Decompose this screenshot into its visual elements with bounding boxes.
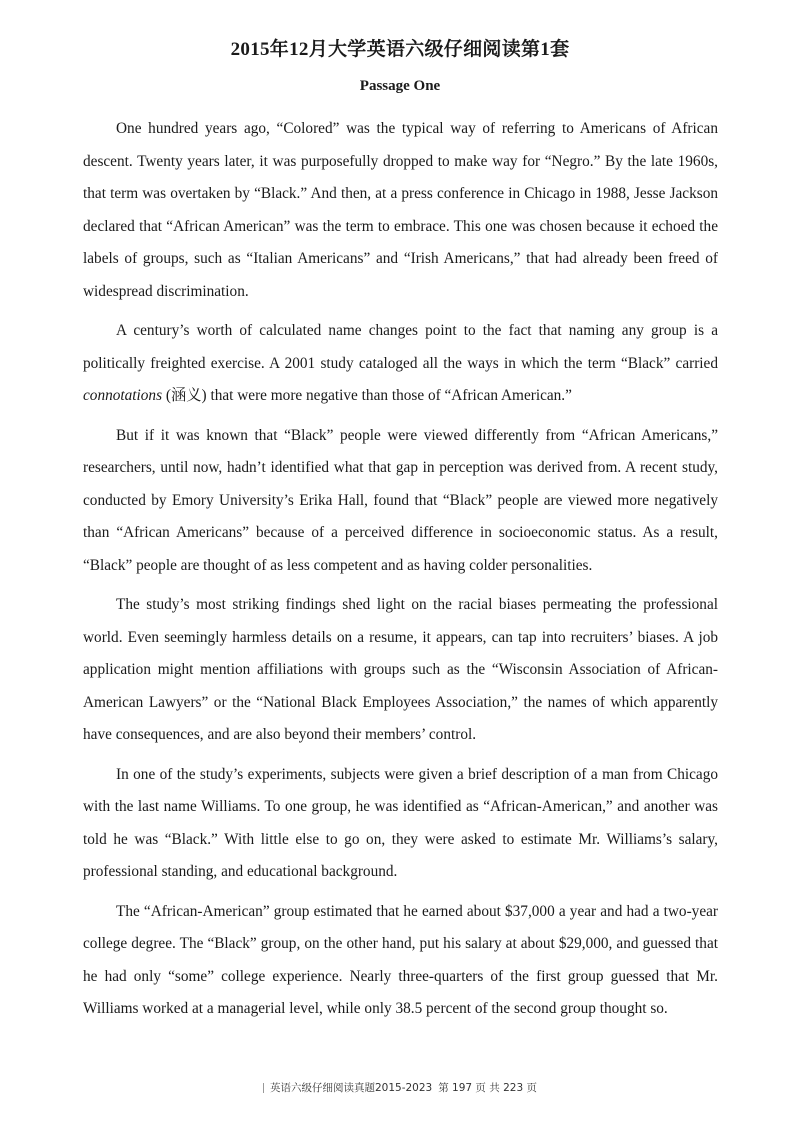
footer-page-number: 第 197 页 共 223 页 xyxy=(438,1082,537,1094)
passage-body xyxy=(83,113,718,1033)
footer-divider-mark xyxy=(263,1083,264,1093)
page-footer xyxy=(0,1080,800,1095)
document-title: 2015年12月大学英语六级仔细阅读第1套 xyxy=(230,39,570,60)
paragraph-1: One hundred years ago, “Colored” was the typical way of referring to Americans of African descent. Twenty years later, it was purposefully dropped to make way for “Negro.” By the late 1960s, that term was overtaken by “Black.” And then, at a press conference in Chicago in 1988, Jesse Jackson declared that “African American” was the term to embrace. This one was chosen because it echoed the labels of groups, such as “Italian Americans” and “Irish Americans,” that had already been freed of widespread discrimination. xyxy=(83,120,718,300)
footer-source: 英语六级仔细阅读真题2015-2023 xyxy=(269,1082,433,1094)
italic-term: connotations xyxy=(83,387,163,404)
paragraph-2-text-end: (涵义) that were more negative than those of “African American.” xyxy=(162,387,572,404)
paragraph-3: But if it was known that “Black” people were viewed differently from “African Americans,” researchers, until now, hadn’t identified what that gap in perception was derived from. A recent study, conducted by Emory University’s Erika Hall, found that “Black” people are viewed more negatively than “African Americans” because of a perceived difference in socioeconomic status. As a result, “Black” people are thought of as less competent and as having colder personalities. xyxy=(83,426,718,574)
paragraph-2-text-start: A century’s worth of calculated name changes point to the fact that naming any group is a politically freighted exercise. A 2001 study cataloged all the ways in which the term “Black” carried xyxy=(83,322,718,372)
paragraph-6: The “African-American” group estimated that he earned about $37,000 a year and had a two-year college degree. The “Black” group, on the other hand, put his salary at about $29,000, and guessed that he had only “some” college experience. Nearly three-quarters of the first group guessed that Mr. Williams worked at a managerial level, while only 38.5 percent of the second group thought so. xyxy=(83,902,718,1017)
paragraph-2 xyxy=(83,315,718,413)
passage-heading: Passage One xyxy=(359,78,441,94)
paragraph-5: In one of the study’s experiments, subjects were given a brief description of a man from Chicago with the last name Williams. To one group, he was identified as “African-American,” and another was told he was “Black.” With little else to go on, they were asked to estimate Mr. Williams’s salary, professional standing, and educational background. xyxy=(83,765,718,880)
paragraph-4: The study’s most striking findings shed light on the racial biases permeating the professional world. Even seemingly harmless details on a resume, it appears, can tap into recruiters’ biases. A job application might mention affiliations with groups such as the “Wisconsin Association of African-American Lawyers” or the “National Black Employees Association,” the names of which apparently have consequences, and are also beyond their members’ control. xyxy=(83,596,718,743)
